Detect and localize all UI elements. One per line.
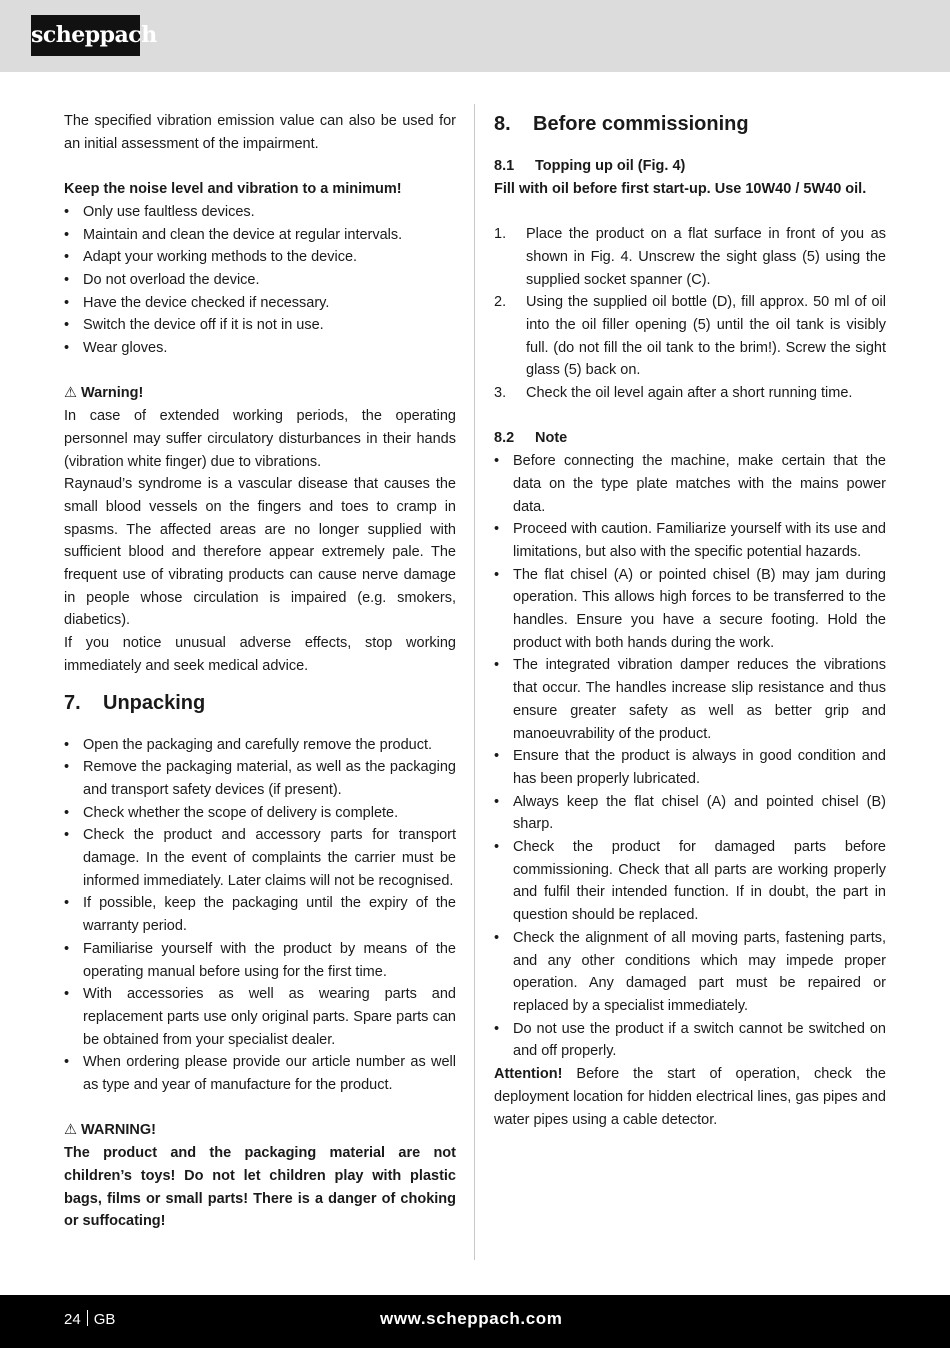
list-item: • Only use faultless devices.: [64, 201, 456, 224]
warning-heading: [64, 382, 456, 405]
section-number: 8.: [494, 113, 511, 135]
list-item: • Check the product for damaged parts before commissioning. Check that all parts are working properly and fulfil their intended function. If in doubt, the part in question should be replaced.: [494, 836, 886, 927]
header-bar: [0, 0, 950, 72]
warning2-title: WARNING!: [81, 1122, 156, 1139]
section-number: 7.: [64, 691, 81, 714]
keep-minimum-list: [64, 201, 456, 360]
step-number: 3.: [494, 385, 507, 402]
adverse-effects-paragraph: If you notice unusual adverse effects, stop working immediately and seek medical advice.: [64, 635, 456, 674]
list-item: • Check the alignment of all moving parts, fastening parts, and any other conditions which may impede proper operation. Any damaged part must be repaired or replaced by a specialist immediately.: [494, 927, 886, 1018]
vibration-intro: The specified vibration emission value can also be used for an initial assessment of the impairment.: [64, 113, 456, 152]
warning2-heading: [64, 1119, 456, 1142]
section-title: Before commissioning: [533, 113, 749, 135]
left-column: [64, 110, 456, 1233]
list-item: • Have the device checked if necessary.: [64, 292, 456, 315]
page-number-block: [64, 1309, 115, 1331]
oil-steps-list: [494, 223, 886, 405]
warning-triangle-icon: ⚠: [64, 385, 77, 402]
children-warning-text: The product and the packaging material are not children’s toys! Do not let children play with plastic bags, films or small parts! There is a danger of choking or suffocating!: [64, 1145, 456, 1230]
keep-minimum-heading: Keep the noise level and vibration to a minimum!: [64, 181, 402, 198]
list-item: • Do not use the product if a switch cannot be switched on and off properly.: [494, 1018, 886, 1063]
list-item: [494, 291, 886, 382]
list-item: • Always keep the flat chisel (A) and pointed chisel (B) sharp.: [494, 791, 886, 836]
list-item: • Ensure that the product is always in good condition and has been properly lubricated.: [494, 745, 886, 790]
warning-title: Warning!: [81, 385, 144, 402]
list-item: • Familiarise yourself with the product by means of the operating manual before using for the first time.: [64, 938, 456, 983]
list-item: • Adapt your working methods to the device.: [64, 246, 456, 269]
unpacking-list: [64, 734, 456, 1097]
list-item: • Maintain and clean the device at regular intervals.: [64, 224, 456, 247]
list-item: • Proceed with caution. Familiarize yourself with its use and limitations, but also with the specific potential hazards.: [494, 518, 886, 563]
list-item: • The flat chisel (A) or pointed chisel (B) may jam during operation. This allows high forces to be transferred to the handles. Ensure you have a secure footing. Hold the product with both hands during the work.: [494, 564, 886, 655]
website-link[interactable]: www.scheppach.com: [380, 1309, 563, 1328]
separator: [87, 1310, 88, 1326]
warning-paragraph: In case of extended working periods, the operating personnel may suffer circulatory disturbances in their hands (vibration white finger) due to vibrations.: [64, 408, 456, 470]
list-item: • If possible, keep the packaging until the expiry of the warranty period.: [64, 892, 456, 937]
note-list: [494, 450, 886, 1063]
language-code: GB: [93, 1311, 116, 1328]
oil-instruction: Fill with oil before first start-up. Use 10W40 / 5W40 oil.: [494, 180, 867, 197]
list-item: • Check the product and accessory parts for transport damage. In the event of complaints the carrier must be informed immediately. Later claims will not be recognised.: [64, 824, 456, 892]
subsection-number: 8.1: [494, 158, 515, 174]
subsection-number: 8.2: [494, 430, 515, 447]
list-item: • When ordering please provide our article number as well as type and year of manufacture for the product.: [64, 1051, 456, 1096]
scheppach-logo: scheppach: [31, 15, 140, 56]
column-divider: [474, 104, 475, 1260]
step-text: Check the oil level again after a short running time.: [526, 385, 853, 402]
list-item: • With accessories as well as wearing parts and replacement parts use only original parts. Spare parts can be obtained from your specialist dealer.: [64, 983, 456, 1051]
list-item: • Do not overload the device.: [64, 269, 456, 292]
step-number: 1.: [494, 226, 507, 243]
subsection-title: Topping up oil (Fig. 4): [535, 158, 686, 174]
subsection-8-1-heading: [494, 155, 886, 178]
warning-triangle-icon: ⚠: [64, 1122, 77, 1139]
section-8-heading: [494, 110, 886, 144]
list-item: • Open the packaging and carefully remove the product.: [64, 734, 456, 757]
section-title: Unpacking: [103, 691, 206, 714]
footer-bar: [0, 1295, 950, 1348]
attention-paragraph: [494, 1063, 886, 1131]
list-item: • The integrated vibration damper reduces the vibrations that occur. The handles increase slip resistance and thus ensure greater safety as well as better grip and manoeuvrability of the product.: [494, 654, 886, 745]
section-7-heading: [64, 689, 456, 723]
attention-text: Before the start of operation, check the deployment location for hidden electrical lines, gas pipes and water pipes using a cable detector.: [494, 1066, 886, 1128]
attention-label: Attention!: [494, 1066, 563, 1083]
list-item: [494, 382, 886, 405]
list-item: • Check whether the scope of delivery is complete.: [64, 802, 456, 825]
step-text: Using the supplied oil bottle (D), fill approx. 50 ml of oil into the oil filler opening (5) until the oil tank is visibly full. (do not fill the oil tank to the brim!). Screw the sight glass (5) back on.: [526, 294, 886, 379]
list-item: • Before connecting the machine, make certain that the data on the type plate matches with the mains power data.: [494, 450, 886, 518]
list-item: • Wear gloves.: [64, 337, 456, 360]
page-number: 24: [64, 1311, 81, 1328]
list-item: • Remove the packaging material, as well as the packaging and transport safety devices (if present).: [64, 756, 456, 801]
subsection-8-2-heading: [494, 427, 886, 450]
step-number: 2.: [494, 294, 507, 311]
step-text: Place the product on a flat surface in front of you as shown in Fig. 4. Unscrew the sight glass (5) using the supplied socket spanner (C).: [526, 226, 886, 288]
raynaud-paragraph: Raynaud’s syndrome is a vascular disease that causes the small blood vessels on the fingers and toes to cramp in spasms. The affected areas are no longer supplied with sufficient blood and therefore appear extremely pale. The frequent use of vibrating products can cause nerve damage in people whose circulation is impaired (e.g. smokers, diabetics).: [64, 476, 456, 629]
subsection-title: Note: [535, 430, 568, 447]
right-column: [494, 110, 886, 1131]
list-item: • Switch the device off if it is not in use.: [64, 314, 456, 337]
list-item: [494, 223, 886, 291]
